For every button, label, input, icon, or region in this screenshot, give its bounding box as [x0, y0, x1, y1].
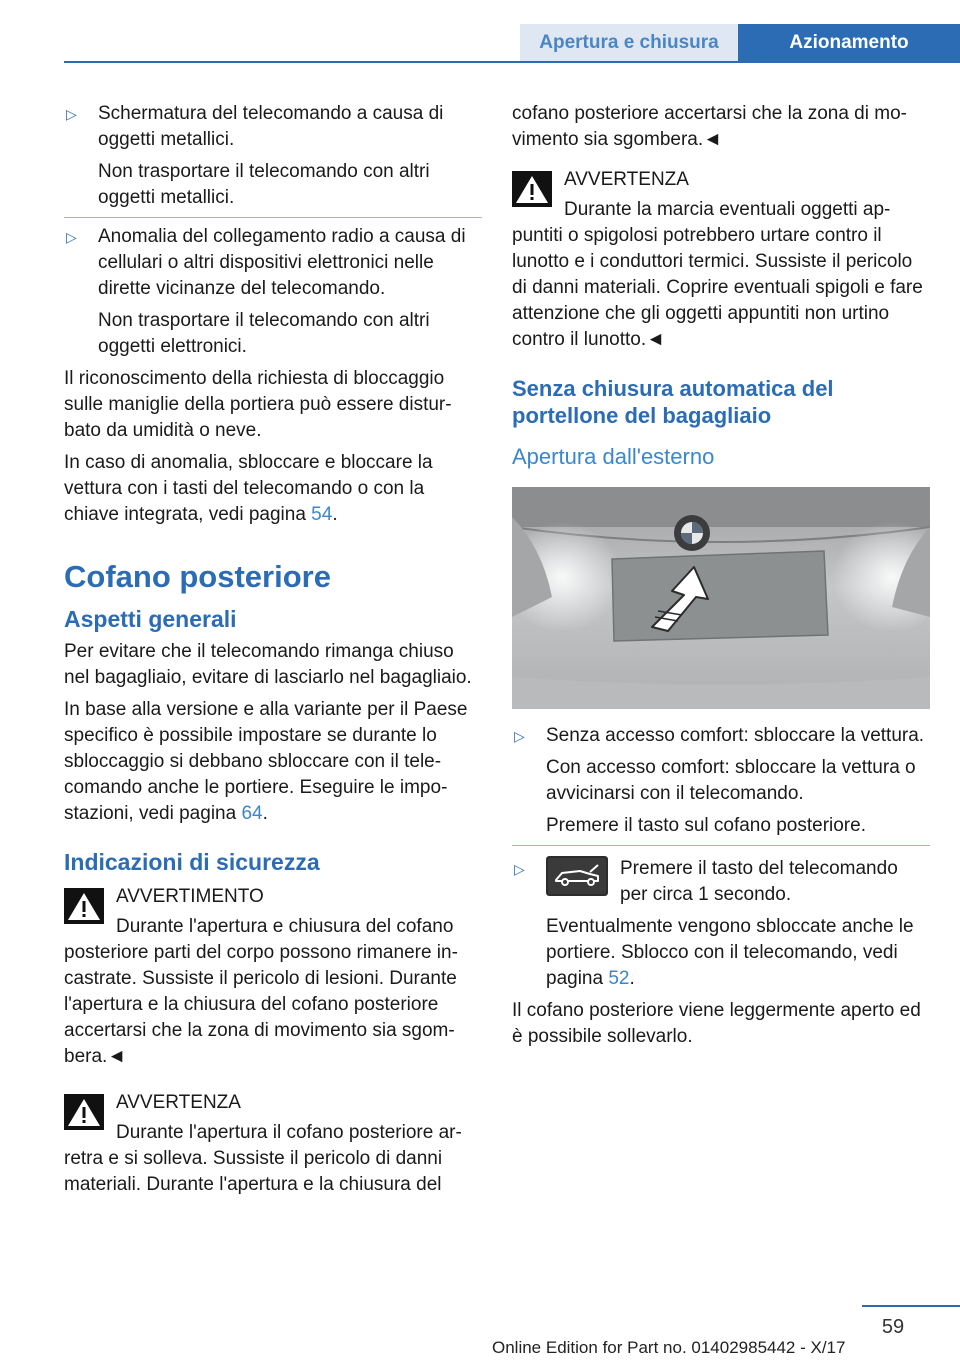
- warning-block: [64, 1090, 482, 1198]
- warning-text: Durante la marcia eventuali oggetti appuntiti o spigolosi potrebbero urtare contro il lunotto e i conduttori termici. Sussiste il pericolo di danni materiali. Coprire eventuali spigoli e fare attenzione che gli oggetti appuntiti non urtino contro il lunotto.◄: [512, 199, 923, 350]
- left-column: [64, 101, 482, 1212]
- header-rule: [64, 61, 960, 63]
- page-header: [0, 0, 960, 62]
- list-item: [64, 224, 482, 360]
- list-item: [512, 856, 930, 992]
- page-link[interactable]: 54: [311, 504, 333, 525]
- list-divider: [512, 845, 930, 846]
- warning-title: AVVERTIMENTO: [116, 886, 264, 907]
- warning-block: [512, 167, 930, 353]
- warning-triangle-icon: [64, 1094, 104, 1130]
- bullet-subtext: [546, 914, 930, 992]
- paragraph-text: In base alla versione e alla variante per il Paese specifico è possibile impostare se durante lo sbloccaggio si debbano sbloccare con il telecomando anche le portiere. Eseguire le impostazioni, vedi pagina: [64, 699, 468, 824]
- page-number: 59: [881, 1316, 905, 1338]
- right-column: [512, 101, 930, 1056]
- header-section-title: Apertura e chiusura: [520, 24, 738, 61]
- bullet-subtext: Premere il tasto sul cofano posteriore.: [546, 815, 866, 836]
- paragraph: [64, 697, 482, 827]
- section-heading: Cofano posteriore: [64, 559, 331, 594]
- bullet-subtext: Non trasportare il telecomando con altri oggetti elettronici.: [98, 310, 430, 357]
- paragraph-text: .: [332, 504, 338, 525]
- subsection-heading: Senza chiusura automatica del portellone del bagagliaio: [512, 376, 834, 428]
- warning-block: [64, 884, 482, 1070]
- page-link[interactable]: 64: [241, 803, 263, 824]
- paragraph-text: .: [262, 803, 268, 824]
- subsection-heading: Aspetti generali: [64, 606, 237, 632]
- warning-text: Durante l'apertura e chiusura del cofano posteriore parti del corpo possono rimanere incastrate. Sussiste il pericolo di lesioni. Durante l'apertura e la chiusura del cofano posteriore accertarsi che la zona di movimento sia sgombera.◄: [64, 916, 458, 1067]
- paragraph: Per evitare che il telecomando rimanga chiuso nel bagagliaio, evitare di lasciarlo nel bagagliaio.: [64, 641, 472, 688]
- car-trunk-key-icon: [546, 856, 608, 896]
- subsection-heading: Indicazioni di sicurezza: [64, 849, 320, 875]
- triangle-right-icon: ▷: [514, 728, 525, 744]
- triangle-right-icon: ▷: [514, 861, 525, 877]
- warning-title: AVVERTENZA: [116, 1092, 241, 1113]
- trunk-illustration: [512, 487, 930, 709]
- edition-note: Online Edition for Part no. 01402985442 - X/17: [492, 1338, 846, 1357]
- triangle-right-icon: ▷: [66, 106, 77, 122]
- bullet-text: Anomalia del collegamento radio a causa di cellulari o altri dispositivi elettronici nelle dirette vicinanze del telecomando.: [98, 226, 466, 299]
- bullet-text: Senza accesso comfort: sbloccare la vettura.: [546, 725, 925, 746]
- warning-triangle-icon: [64, 888, 104, 924]
- header-chapter-title: Azionamento: [738, 24, 960, 61]
- bullet-subtext: Non trasportare il telecomando con altri oggetti metallici.: [98, 161, 430, 208]
- paragraph-text: In caso di anomalia, sbloccare e bloccare la vettura con i tasti del telecomando o con la chiave integrata, vedi pagina: [64, 452, 433, 525]
- paragraph: [64, 450, 482, 528]
- footer-rule: [862, 1305, 960, 1307]
- list-item: [64, 101, 482, 211]
- bullet-text: Schermatura del telecomando a causa di oggetti metallici.: [98, 103, 444, 150]
- paragraph-text: .: [629, 968, 635, 989]
- paragraph: Il cofano posteriore viene leggermente aperto ed è possibile sollevarlo.: [512, 1000, 921, 1047]
- paragraph: cofano posteriore accertarsi che la zona di movimento sia sgombera.◄: [512, 103, 907, 150]
- triangle-right-icon: ▷: [66, 229, 77, 245]
- warning-triangle-icon: [512, 171, 552, 207]
- bullet-subtext: Con accesso comfort: sbloccare la vettura o avvicinarsi con il telecomando.: [546, 757, 916, 804]
- page-link[interactable]: 52: [608, 968, 630, 989]
- paragraph: Il riconoscimento della richiesta di bloccaggio sulle maniglie della portiera può essere disturbato da umidità o neve.: [64, 368, 452, 441]
- sub-subsection-heading: Apertura dall'esterno: [512, 444, 715, 469]
- bullet-text: Premere il tasto del telecomando per circa 1 secondo.: [620, 858, 898, 905]
- paragraph-text: Eventualmente vengono sbloccate anche le portiere. Sblocco con il telecomando, vedi pagina: [546, 916, 914, 989]
- warning-text: Durante l'apertura il cofano posteriore arretra e si solleva. Sussiste il pericolo di danni materiali. Durante l'apertura e la chiusura del: [64, 1122, 462, 1195]
- warning-title: AVVERTENZA: [564, 169, 689, 190]
- list-divider: [64, 217, 482, 218]
- list-item: [512, 723, 930, 839]
